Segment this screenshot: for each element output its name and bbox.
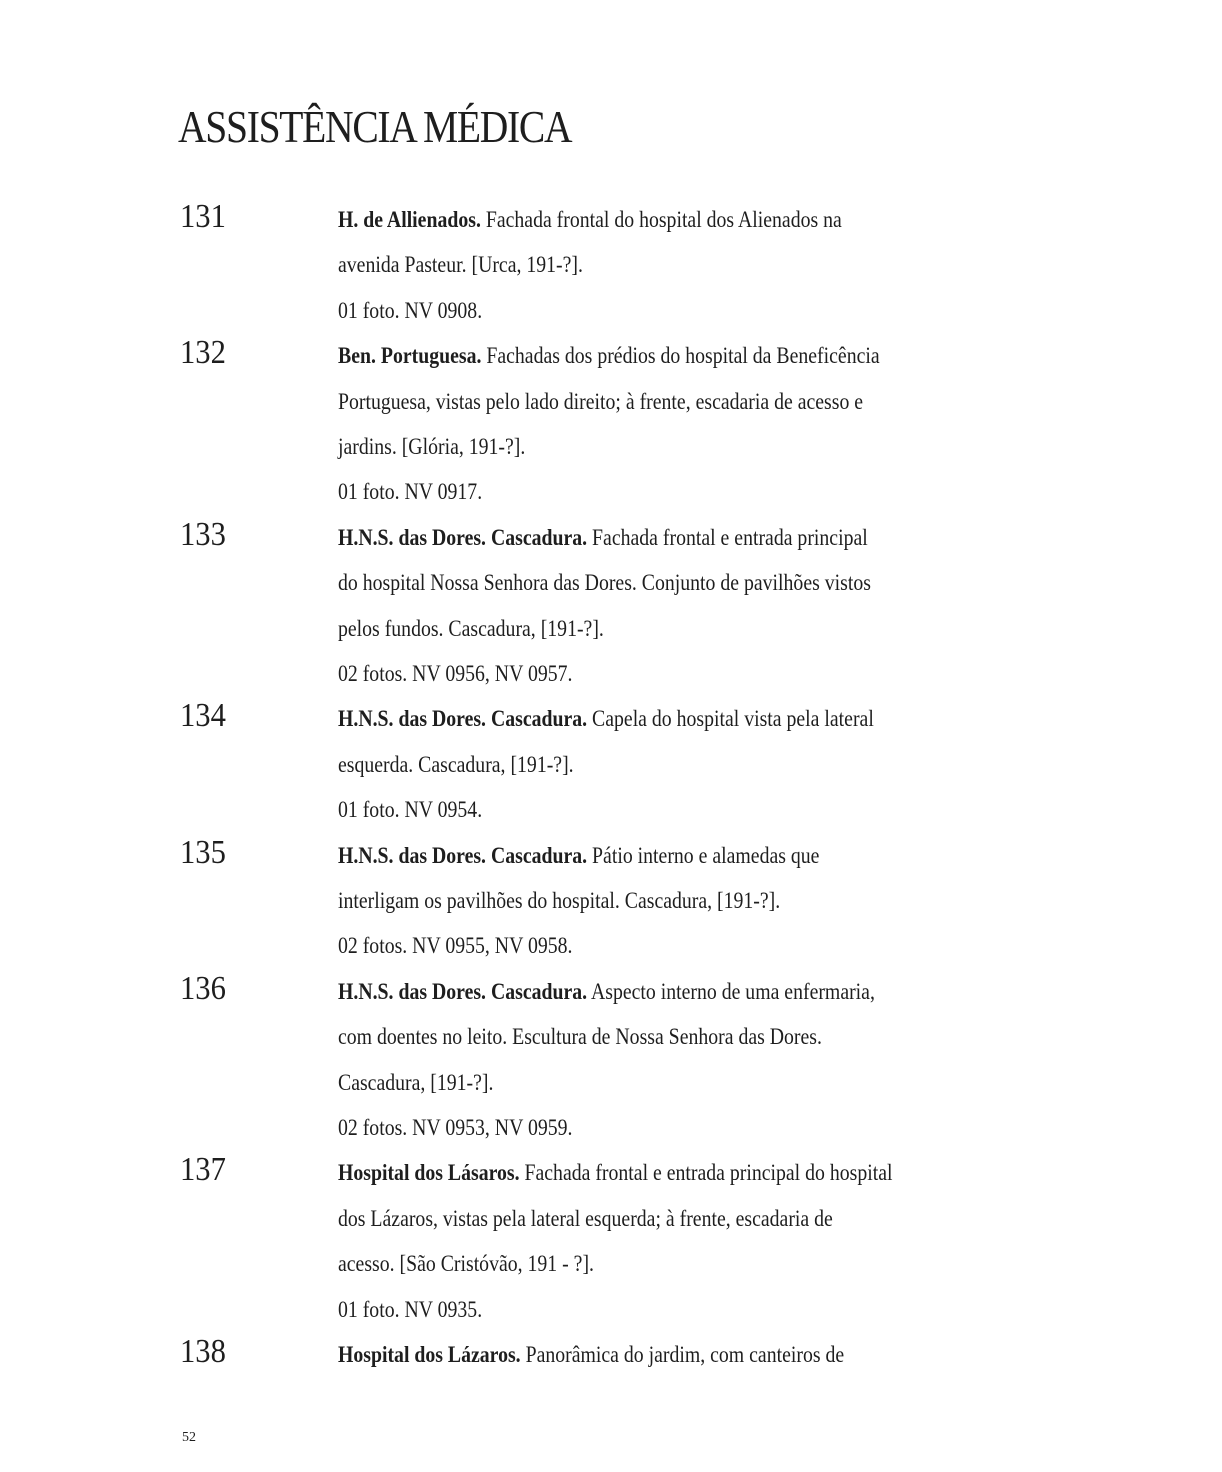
entry-line — [338, 1207, 833, 1230]
entry-line — [338, 253, 583, 276]
entry-text: dos Lázaros, vistas pela lateral esquerda; à frente, escadaria de — [338, 1205, 833, 1231]
entry-text: 02 fotos. NV 0955, NV 0958. — [338, 933, 573, 959]
entry-number: 132 — [180, 334, 226, 372]
entry-line — [338, 1252, 594, 1275]
entry-line — [338, 571, 871, 594]
entry-first-line — [338, 1161, 892, 1184]
entry-heading: H.N.S. das Dores. Cascadura. — [338, 978, 588, 1004]
entry-number: 134 — [180, 697, 226, 735]
entry-text: Fachada frontal e entrada principal do hospital — [524, 1160, 893, 1186]
entry-first-line — [338, 980, 875, 1003]
entry-text: Portuguesa, vistas pelo lado direito; à frente, escadaria de acesso e — [338, 388, 864, 414]
entry-line — [338, 798, 482, 821]
entry-line — [338, 1025, 822, 1048]
entry-text: do hospital Nossa Senhora das Dores. Conjunto de pavilhões vistos — [338, 570, 871, 596]
entry-line — [338, 753, 574, 776]
entry-first-line — [338, 1343, 844, 1366]
entry-number: 135 — [180, 833, 226, 871]
entry-text: Capela do hospital vista pela lateral — [592, 706, 874, 732]
entry-text: 02 fotos. NV 0956, NV 0957. — [338, 661, 573, 686]
entry-text: com doentes no leito. Escultura de Nossa Senhora das Dores. — [338, 1024, 822, 1050]
entry-line — [338, 617, 604, 640]
entry-text: 01 foto. NV 0935. — [338, 1296, 483, 1322]
entry-line — [338, 480, 482, 503]
page-title: ASSISTÊNCIA MÉDICA — [178, 101, 572, 152]
entry-line — [338, 662, 572, 685]
entry-text: Panorâmica do jardim, com canteiros de — [525, 1342, 845, 1367]
entry-text: Cascadura, [191-?]. — [338, 1069, 494, 1095]
entry-text: Fachada frontal e entrada principal — [592, 524, 868, 550]
entry-line — [338, 435, 525, 458]
entry-text: avenida Pasteur. [Urca, 191-?]. — [338, 252, 583, 278]
entry-line — [338, 299, 482, 322]
page-number: 52 — [182, 1430, 196, 1445]
entry-text: Fachadas dos prédios do hospital da Beneficência — [486, 343, 880, 369]
entry-text: esquerda. Cascadura, [191-?]. — [338, 751, 574, 777]
entry-text: Aspecto interno de uma enfermaria, — [590, 978, 875, 1004]
entry-heading: H.N.S. das Dores. Cascadura. — [338, 524, 588, 550]
entry-first-line — [338, 844, 819, 867]
entry-text: interligam os pavilhões do hospital. Cascadura, [191-?]. — [338, 888, 781, 913]
entry-line — [338, 934, 572, 957]
entry-line — [338, 390, 863, 413]
entry-heading: Ben. Portuguesa. — [338, 343, 482, 369]
entry-heading: H.N.S. das Dores. Cascadura. — [338, 706, 588, 732]
entry-text: acesso. [São Cristóvão, 191 - ?]. — [338, 1251, 594, 1277]
entry-heading: H.N.S. das Dores. Cascadura. — [338, 842, 588, 868]
entry-number: 137 — [180, 1151, 226, 1189]
entry-heading: Hospital dos Lásaros. — [338, 1160, 520, 1186]
entry-number: 136 — [180, 969, 226, 1007]
entry-number: 131 — [180, 198, 226, 235]
entry-first-line — [338, 707, 874, 730]
entry-heading: H. de Allienados. — [338, 207, 481, 232]
entry-first-line — [338, 208, 842, 231]
entry-text: 02 fotos. NV 0953, NV 0959. — [338, 1115, 573, 1140]
entry-line — [338, 1116, 572, 1139]
entry-text: Fachada frontal do hospital dos Alienados na — [485, 207, 842, 232]
entry-text: Pátio interno e alamedas que — [592, 842, 820, 868]
entry-first-line — [338, 344, 880, 367]
entry-text: pelos fundos. Cascadura, [191-?]. — [338, 615, 604, 641]
entry-text: 01 foto. NV 0908. — [338, 297, 483, 323]
entry-line — [338, 889, 780, 912]
entry-line — [338, 1298, 482, 1321]
entry-text: 01 foto. NV 0954. — [338, 797, 483, 823]
entry-line — [338, 1071, 493, 1094]
entry-first-line — [338, 526, 868, 549]
entry-number: 138 — [180, 1333, 226, 1370]
entry-text: jardins. [Glória, 191-?]. — [338, 434, 526, 459]
entry-text: 01 foto. NV 0917. — [338, 479, 483, 505]
entry-heading: Hospital dos Lázaros. — [338, 1342, 521, 1367]
entry-number: 133 — [180, 515, 226, 553]
